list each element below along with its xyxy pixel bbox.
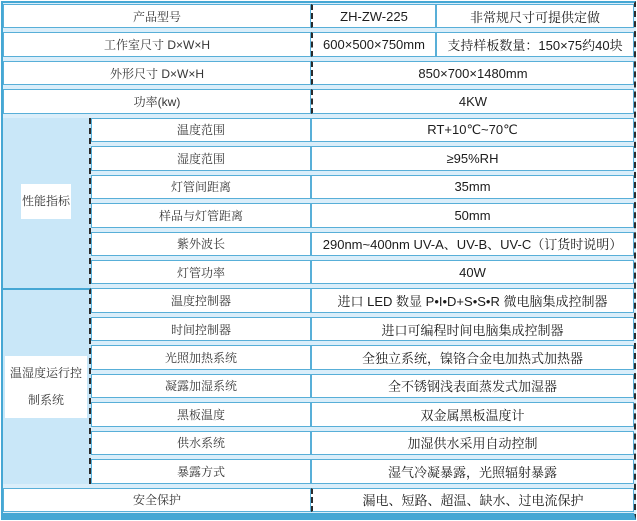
spec-row-label: 功率(kw) xyxy=(3,89,311,113)
spec-row-value: 加湿供水采用自动控制 xyxy=(311,431,634,455)
spec-row-value: 40W xyxy=(311,260,634,284)
spec-row-label: 温度控制器 xyxy=(91,288,311,312)
spec-row-label: 产品型号 xyxy=(3,4,311,28)
spec-row-label: 工作室尺寸 D×W×H xyxy=(3,32,311,56)
spec-row-value: 290nm~400nm UV-A、UV-B、UV-C（订货时说明） xyxy=(311,232,634,256)
spec-row-label: 湿度范围 xyxy=(91,146,311,170)
section-title: 温湿度运行控制系统 xyxy=(5,356,87,418)
spec-row-value: 进口可编程时间电脑集成控制器 xyxy=(311,317,634,341)
spec-row-value: ZH-ZW-225 xyxy=(311,4,436,28)
spec-row-value: RT+10℃~70℃ xyxy=(311,118,634,142)
spec-row-value: ≥95%RH xyxy=(311,146,634,170)
spec-row-value: 漏电、短路、超温、缺水、过电流保护 xyxy=(311,488,634,512)
spec-row-value: 双金属黑板温度计 xyxy=(311,402,634,426)
spec-row-label: 暴露方式 xyxy=(91,459,311,483)
product-spec-table xyxy=(1,1,636,520)
spec-row-label: 外形尺寸 D×W×H xyxy=(3,61,311,85)
spec-row-label: 黑板温度 xyxy=(91,402,311,426)
section-label-humiture-control-system xyxy=(3,288,91,483)
section-label-performance-indicators xyxy=(3,118,91,285)
spec-row-label: 供水系统 xyxy=(91,431,311,455)
spec-row-label: 安全保护 xyxy=(3,488,311,512)
spec-row-label: 凝露加湿系统 xyxy=(91,374,311,398)
spec-row-value: 35mm xyxy=(311,175,634,199)
spec-row-value-extra: 非常规尺寸可提供定做 xyxy=(436,4,634,28)
spec-row-value: 600×500×750mm xyxy=(311,32,436,56)
spec-row-label: 样品与灯管距离 xyxy=(91,203,311,227)
spec-row-label: 温度范围 xyxy=(91,118,311,142)
section-title: 性能指标 xyxy=(21,184,71,219)
spec-row-value: 湿气冷凝暴露，光照辐射暴露 xyxy=(311,459,634,483)
spec-row-value: 50mm xyxy=(311,203,634,227)
spec-row-label: 紫外波长 xyxy=(91,232,311,256)
spec-row-label: 灯管功率 xyxy=(91,260,311,284)
spec-row-label: 光照加热系统 xyxy=(91,345,311,369)
spec-row-value: 850×700×1480mm xyxy=(311,61,634,85)
spec-row-label: 时间控制器 xyxy=(91,317,311,341)
spec-row-value: 全独立系统，镍铬合金电加热式加热器 xyxy=(311,345,634,369)
spec-row-value: 进口 LED 数显 P•I•D+S•S•R 微电脑集成控制器 xyxy=(311,288,634,312)
spec-row-value-extra: 支持样板数量：150×75约40块 xyxy=(436,32,634,56)
spec-row-label: 灯管间距离 xyxy=(91,175,311,199)
spec-row-value: 全不锈钢浅表面蒸发式加湿器 xyxy=(311,374,634,398)
spec-row-value: 4KW xyxy=(311,89,634,113)
